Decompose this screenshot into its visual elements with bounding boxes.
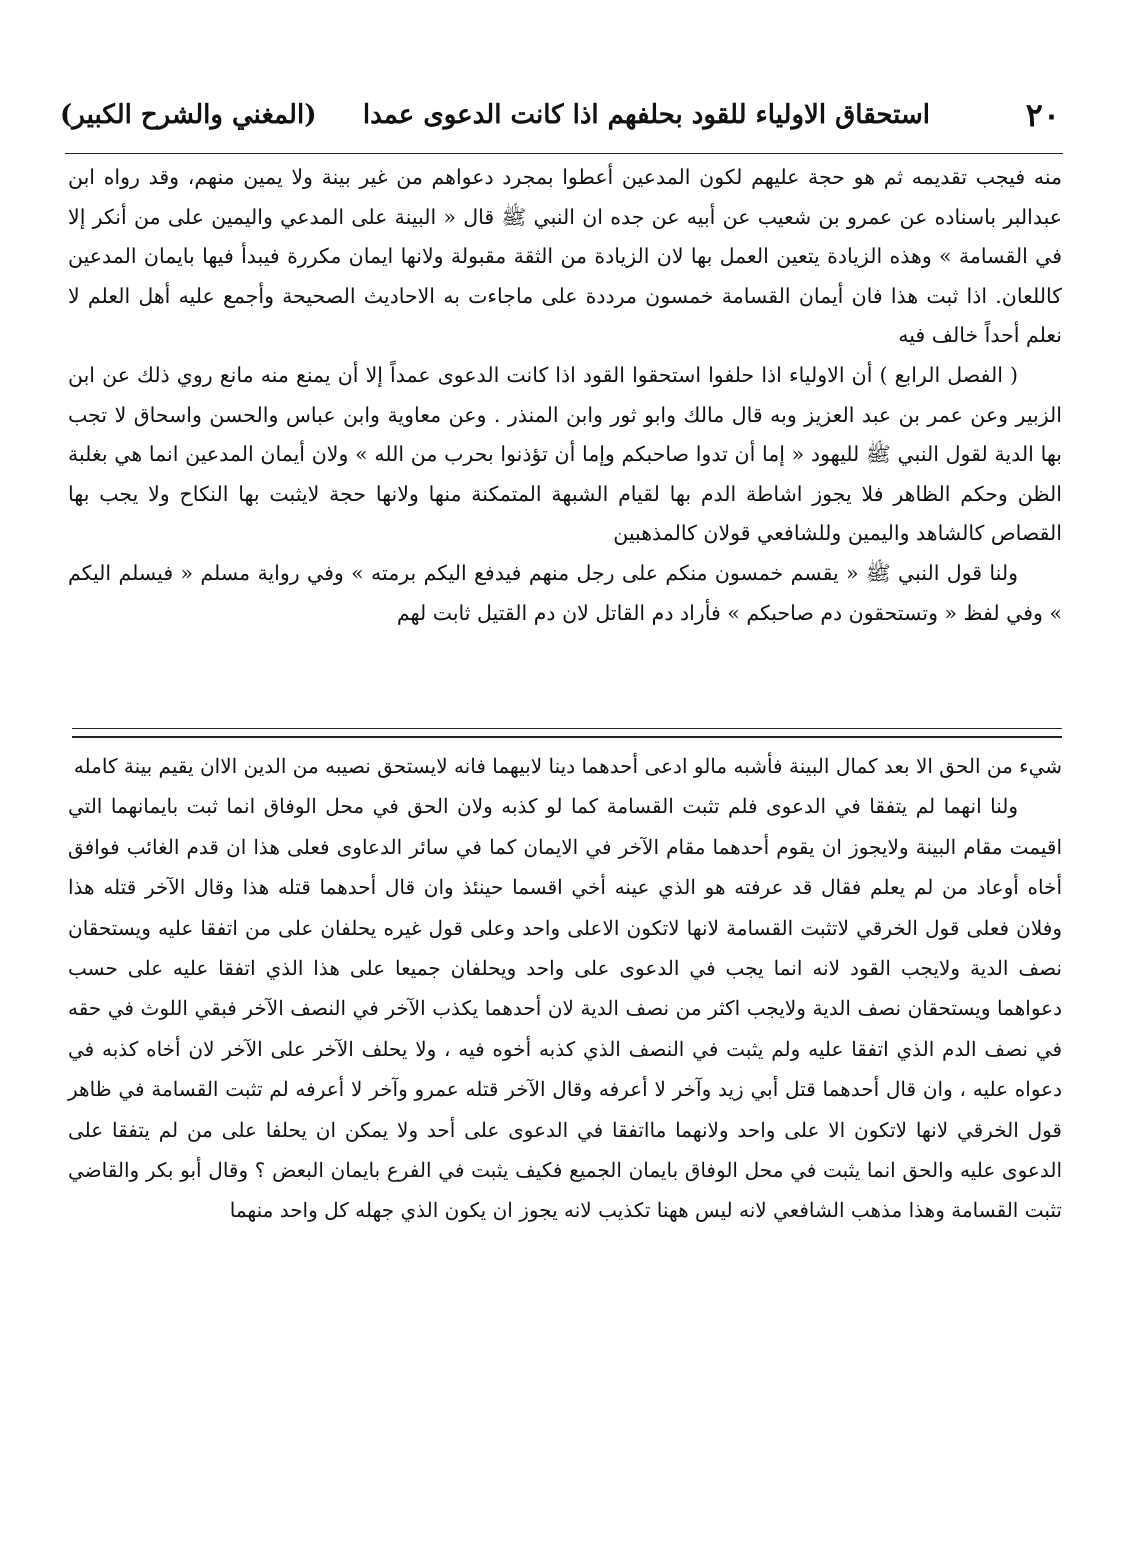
page-header bbox=[60, 88, 1060, 148]
commentary-text-block bbox=[68, 746, 1062, 1231]
running-title: استحقاق الاولياء للقود بحلفهم اذا كانت الدعوى عمدا bbox=[362, 100, 930, 130]
main-paragraph: ولنا قول النبي ﷺ « يقسم خمسون منكم على رجل منهم فيدفع اليكم برمته » وفي رواية مسلم « فيسلم اليكم » وفي لفظ « وتستحقون دم صاحبكم » فأراد دم القاتل لان دم القتيل ثابت لهم bbox=[68, 560, 1062, 625]
main-paragraph: ( الفصل الرابع ) أن الاولياء اذا حلفوا استحقوا القود اذا كانت الدعوى عمداً إلا أن يمنع منه مانع روي ذلك عن ابن الزبير وعن عمر بن عبد العزيز وبه قال مالك وابو ثور وابن المنذر . وعن معاوية وابن عباس والحسن واسحاق لا تجب بها الدية لقول النبي ﷺ لليهود « إما أن تدوا صاحبكم وإما أن تؤذنوا بحرب من الله » ولان أيمان المدعين انما هي بغلبة الظن وحكم الظاهر فلا يجوز اشاطة الدم بها لقيام الشبهة المتمكنة منها ولانها حجة لايثبت بها النكاح ولا يجب بها القصاص كالشاهد واليمين وللشافعي قولان كالمذهبين bbox=[68, 362, 1062, 546]
commentary-paragraph: ولنا انهما لم يتفقا في الدعوى فلم تثبت القسامة كما لو كذبه ولان الحق في محل الوفاق انما ثبت بايمانهما التي اقيمت مقام البينة ولايجوز ان يقوم أحدهما مقام الآخر في الايمان كما في سائر الدعاوى فعلى هذا ان قدم الغائب فوافق أخاه أوعاد من لم يعلم فقال قد عرفته هو الذي عينه أخي اقسما حينئذ وان قال أحدهما قتله هذا وقال الآخر قتله هذا وفلان فعلى قول الخرقي لاتثبت القسامة لانها لاتكون الاعلى واحد وعلى قول غيره يحلفان على من اتفقا عليه ويستحقان نصف الدية ولايجب القود لانه انما يجب في الدعوى على واحد ويحلفان جميعا على هذا الذي اتفقا عليه على حسب دعواهما ويستحقان نصف الدية ولايجب اكثر من نصف الدية لان أحدهما يكذب الآخر في النصف الآخر فبقي اللوث في حقه في نصف الدم الذي اتفقا عليه ولم يثبت في النصف الذي كذبه أخوه فيه ، ولا يحلف الآخر على الآخر لان أخاه كذبه في دعواه عليه ، وان قال أحدهما قتل أبي زيد وآخر لا أعرفه وقال الآخر قتله عمرو وآخر لا أعرفه لم تثبت القسامة في ظاهر قول الخرقي لانها لاتكون الا على واحد ولانهما مااتفقا في الدعوى على أحد ولا يمكن ان يحلفا على من لم يتفقا على الدعوى عليه والحق انما يثبت في محل الوفاق بايمان الجميع فكيف يثبت في الفرع بايمان البعض ؟ وقال أبو بكر والقاضي تثبت القسامة وهذا مذهب الشافعي لانه ليس ههنا تكذيب لانه يجوز ان يكون الذي جهله كل واحد منهما bbox=[68, 794, 1063, 1223]
header-divider bbox=[65, 153, 1063, 154]
main-paragraph: منه فيجب تقديمه ثم هو حجة عليهم لكون المدعين أعطوا بمجرد دعواهم من غير بينة ولا يمين منهم، وقد رواه ابن عبدالبر باسناده عن عمرو بن شعيب عن أبيه عن جده ان النبي ﷺ قال « البينة على المدعي واليمين على من أنكر إلا في القسامة » وهذه الزيادة يتعين العمل بها لان الزيادة من الثقة مقبولة ولانها ايمان مكررة فيبدأ فيها بايمان المدعين كاللعان. اذا ثبت هذا فان أيمان القسامة خمسون مرددة على ماجاءت به الاحاديث الصحيحة وأجمع عليه أهل العلم لا نعلم أحداً خالف فيه bbox=[68, 165, 1062, 348]
page-number: ٢٠ bbox=[1025, 96, 1060, 134]
main-text-block bbox=[68, 158, 1062, 633]
commentary-paragraph: شيء من الحق الا بعد كمال البينة فأشبه مالو ادعى أحدهما دينا لابيهما فانه لايستحق نصيبه من الدين الاان يقيم بينة كامله bbox=[73, 754, 1062, 778]
section-divider bbox=[72, 728, 1062, 738]
book-title: (المغني والشرح الكبير) bbox=[60, 100, 317, 130]
